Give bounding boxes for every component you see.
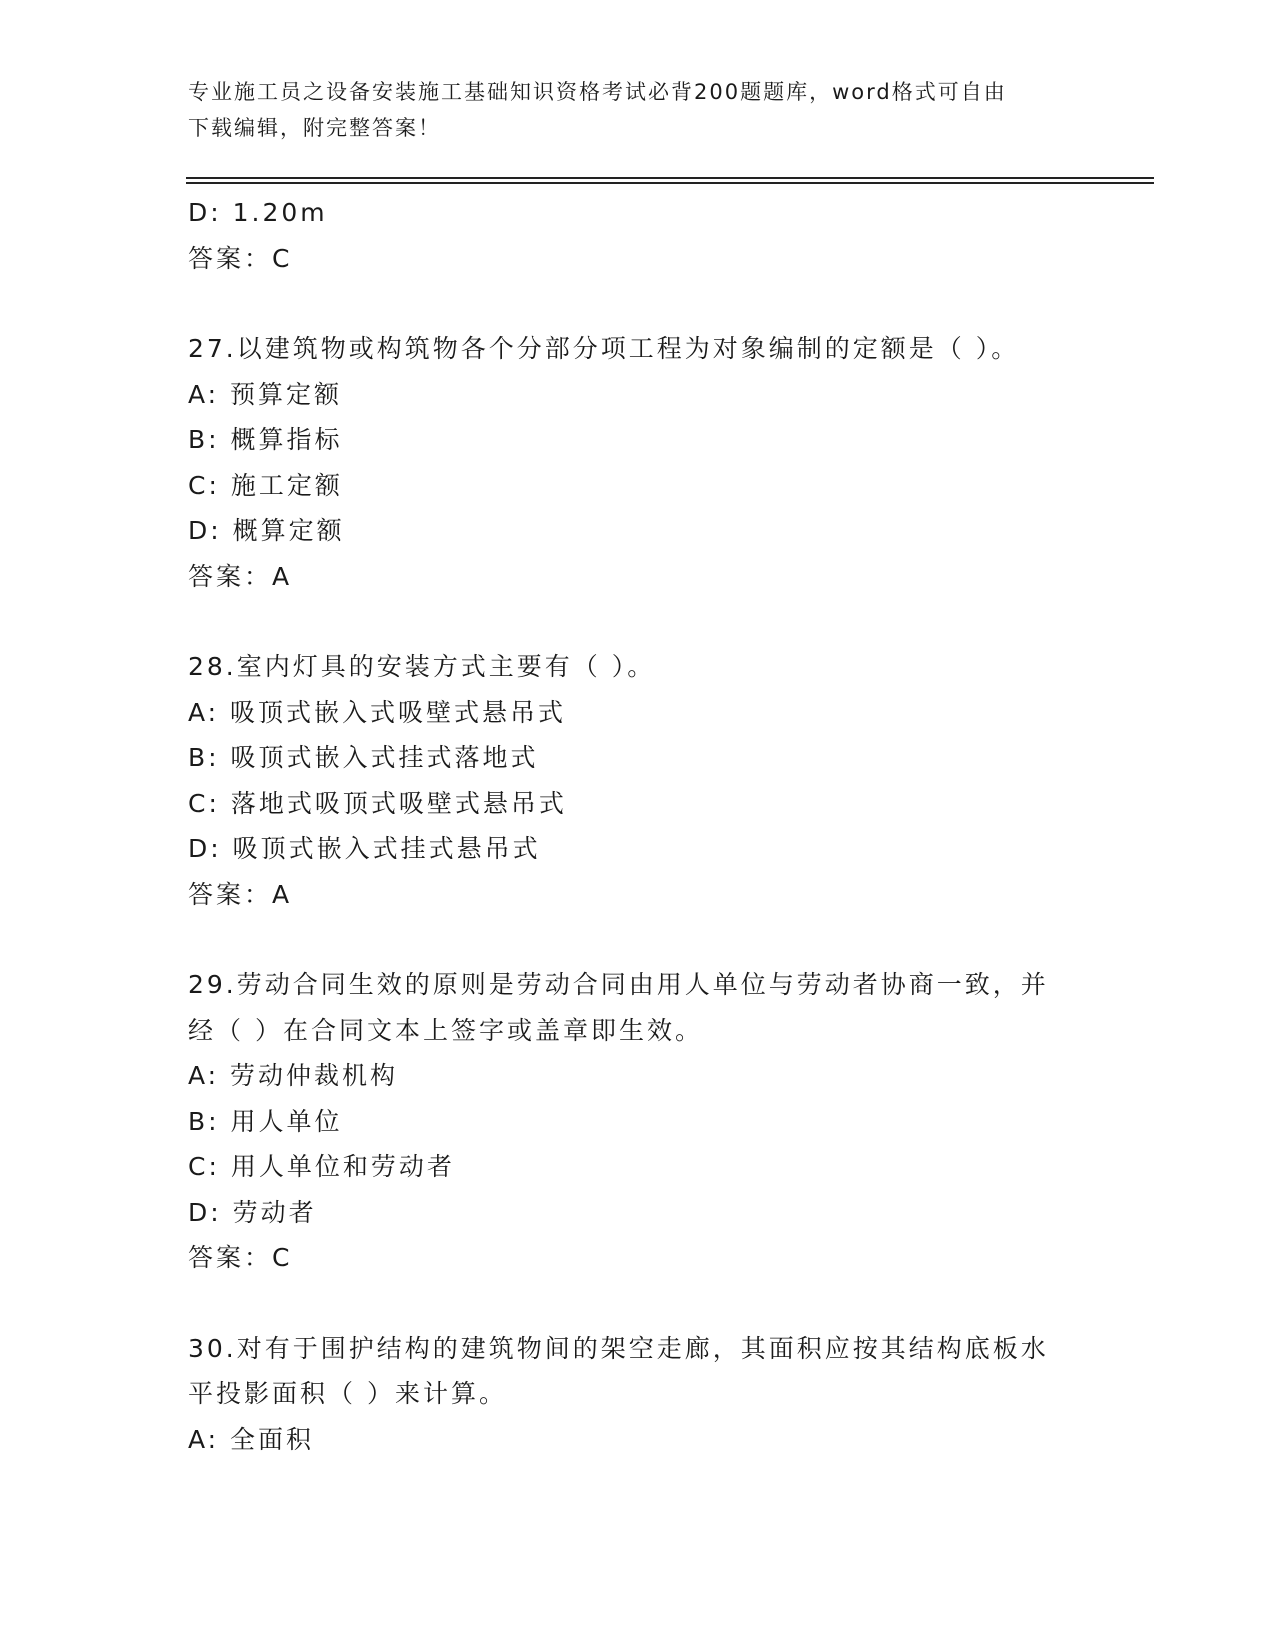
question-29-option-a: A: 劳动仲裁机构 xyxy=(188,1061,399,1090)
question-29-option-c: C: 用人单位和劳动者 xyxy=(188,1152,455,1181)
question-27-option-c: C: 施工定额 xyxy=(188,470,343,500)
question-27-option-b: B: 概算指标 xyxy=(188,425,343,454)
question-27-answer: 答案：A xyxy=(188,561,293,591)
question-28-answer: 答案：A xyxy=(188,879,293,909)
prev-answer: 答案：C xyxy=(188,243,293,273)
question-27-option-d: D: 概算定额 xyxy=(188,516,345,545)
question-27-option-a: A: 预算定额 xyxy=(188,379,343,409)
question-28-option-a: A: 吸顶式嵌入式吸壁式悬吊式 xyxy=(188,697,567,727)
header-rule-bottom xyxy=(186,182,1154,184)
header-title-line-1: 专业施工员之设备安装施工基础知识资格考试必背200题题库，word格式可自由 xyxy=(188,80,1007,104)
question-29-text-line-2: 经（ ）在合同文本上签字或盖章即生效。 xyxy=(188,1015,703,1045)
header-rule-top xyxy=(186,177,1154,179)
spacer xyxy=(188,917,1088,962)
question-27-text: 27.以建筑物或构筑物各个分部分项工程为对象编制的定额是（ ）。 xyxy=(188,334,1020,363)
question-29-option-b: B: 用人单位 xyxy=(188,1106,343,1136)
question-28-option-b: B: 吸顶式嵌入式挂式落地式 xyxy=(188,743,539,772)
spacer xyxy=(188,1281,1088,1326)
question-30-text-line-2: 平投影面积（ ）来计算。 xyxy=(188,1379,507,1408)
question-30-text-line-1: 30.对有于围护结构的建筑物间的架空走廊，其面积应按其结构底板水 xyxy=(188,1333,1049,1363)
question-28-option-d: D: 吸顶式嵌入式挂式悬吊式 xyxy=(188,834,541,863)
header-title-line-2: 下载编辑，附完整答案！ xyxy=(188,116,441,140)
question-29-answer: 答案：C xyxy=(188,1243,293,1272)
question-28-text: 28.室内灯具的安装方式主要有（ ）。 xyxy=(188,652,656,681)
spacer xyxy=(188,599,1088,644)
question-29-text-line-1: 29.劳动合同生效的原则是劳动合同由用人单位与劳动者协商一致，并 xyxy=(188,970,1049,999)
question-28-option-c: C: 落地式吸顶式吸壁式悬吊式 xyxy=(188,788,567,818)
prev-option-d: D: 1.20m xyxy=(188,198,328,227)
spacer xyxy=(188,281,1088,326)
question-list xyxy=(188,190,1088,1462)
question-29-option-d: D: 劳动者 xyxy=(188,1197,317,1227)
question-30-option-a: A: 全面积 xyxy=(188,1424,315,1454)
document-header xyxy=(188,74,1068,146)
